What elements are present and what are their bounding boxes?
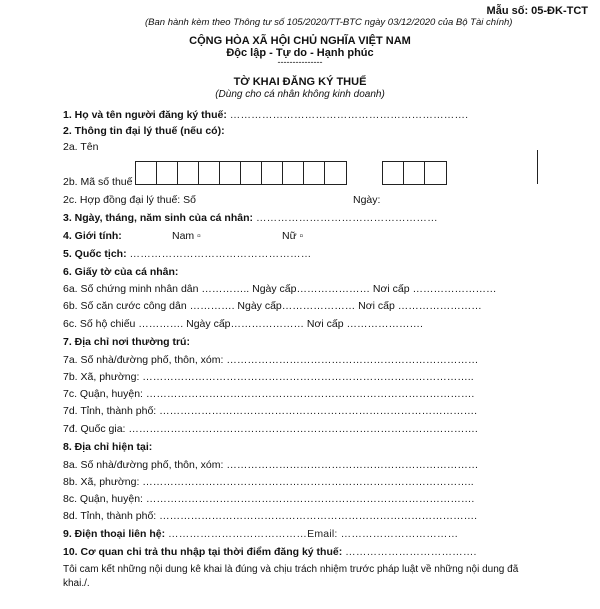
margin-line (537, 150, 538, 184)
tax-code-boxes[interactable] (135, 161, 347, 185)
field-current-province[interactable]: 8d. Tỉnh, thành phố: ………………………………………………………………………………. (63, 510, 478, 522)
field-current-ward[interactable]: 8b. Xã, phường: ………………………………………………………………………………….. (63, 476, 474, 488)
field-permanent-street[interactable]: 7a. Số nhà/đường phố, thôn, xóm: ……………………………………………………………… (63, 354, 479, 366)
field-full-name[interactable] (63, 109, 468, 121)
field-citizen-id[interactable]: 6b. Số căn cước công dân …………. Ngày cấp………………… Nơi cấp …………………… (63, 300, 482, 312)
section-tax-agent (63, 125, 225, 137)
field-permanent-district[interactable]: 7c. Quận, huyện: …………………………………………………………………………………. (63, 388, 475, 400)
section-label: 2. Thông tin đại lý thuế (nếu có): (63, 125, 225, 137)
field-income-payer[interactable] (63, 546, 477, 558)
declaration-text: Tôi cam kết những nội dung kê khai là đúng và chịu trách nhiệm trước pháp luật về những nội dung đã khai./. (63, 564, 519, 589)
separator: --------------- (277, 57, 323, 67)
field-label: 5. Quốc tịch: (63, 248, 127, 260)
form-number: Mẫu số: 05-ĐK-TCT (486, 5, 588, 17)
country-name: CỘNG HÒA XÃ HỘI CHỦ NGHĨA VIỆT NAM (189, 35, 411, 47)
form-subtitle: (Dùng cho cá nhân không kinh doanh) (215, 89, 385, 100)
field-label: 2a. Tên (63, 141, 99, 153)
field-agent-contract-date[interactable]: Ngày: (353, 194, 381, 206)
field-blank: ………………………………. (345, 546, 477, 558)
field-agent-tax-code-label: 2b. Mã số thuế (63, 176, 133, 188)
field-agent-contract[interactable] (63, 194, 196, 206)
field-blank: …………………………………Email: …………………………… (168, 528, 459, 540)
field-label: 2c. Hợp đồng đại lý thuế: Số (63, 194, 196, 206)
field-permanent-ward[interactable]: 7b. Xã, phường: ………………………………………………………………………………….. (63, 371, 474, 383)
field-current-street[interactable]: 8a. Số nhà/đường phố, thôn, xóm: ……………………………………………………………… (63, 459, 479, 471)
field-gender: 4. Giới tính: (63, 230, 122, 242)
field-nationality[interactable] (63, 248, 311, 260)
field-passport[interactable]: 6c. Số hộ chiếu …………. Ngày cấp………………… Nơi cấp …………………. (63, 318, 423, 330)
gender-male-checkbox[interactable]: Nam ▫ (172, 230, 201, 242)
field-label: 10. Cơ quan chi trả thu nhập tại thời điểm đăng ký thuế: (63, 546, 343, 558)
field-current-district[interactable]: 8c. Quận, huyện: …………………………………………………………………………………. (63, 493, 475, 505)
field-label: 1. Họ và tên người đăng ký thuế: (63, 109, 227, 121)
field-agent-name[interactable] (63, 141, 98, 153)
field-permanent-province[interactable]: 7d. Tỉnh, thành phố: ………………………………………………………………………………. (63, 405, 478, 417)
field-id-card[interactable]: 6a. Số chứng minh nhân dân ………….. Ngày cấp………………… Nơi cấp …………………… (63, 283, 497, 295)
form-title: TỜ KHAI ĐĂNG KÝ THUẾ (233, 76, 367, 88)
field-permanent-country[interactable]: 7đ. Quốc gia: ………………………………………………………………………………………. (63, 423, 478, 435)
field-blank: …………………………………………… (129, 248, 312, 260)
field-label: 3. Ngày, tháng, năm sinh của cá nhân: (63, 212, 254, 224)
issuing-regulation: (Ban hành kèm theo Thông tư số 105/2020/TT-BTC ngày 03/12/2020 của Bộ Tài chính) (145, 17, 513, 28)
section-id-documents: 6. Giấy tờ của cá nhân: (63, 266, 179, 278)
field-label: 9. Điện thoại liên hệ: (63, 528, 166, 540)
national-motto: Độc lập - Tự do - Hạnh phúc (226, 47, 374, 59)
tax-code-suffix-boxes[interactable] (382, 161, 447, 185)
gender-female-checkbox[interactable]: Nữ ▫ (282, 230, 304, 242)
field-phone-email[interactable] (63, 528, 458, 540)
field-blank: …………………………………………… (255, 212, 438, 224)
section-permanent-address: 7. Địa chỉ nơi thường trú: (63, 336, 190, 348)
section-current-address: 8. Địa chỉ hiện tại: (63, 441, 153, 453)
field-birth-date[interactable] (63, 212, 438, 224)
field-blank: …………………………………………………………. (229, 109, 469, 121)
